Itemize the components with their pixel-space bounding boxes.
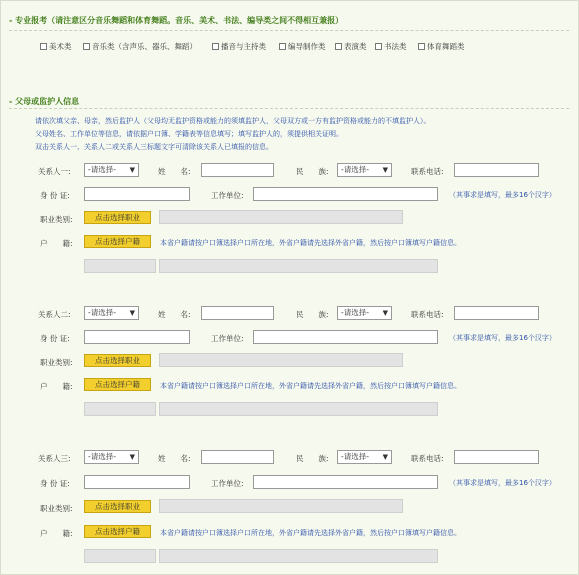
work-label: 工作单位: [211, 334, 244, 343]
relation-2-job-display [159, 353, 403, 367]
section-major-title: - 专业报考（请注意区分音乐舞蹈和体育舞蹈。音乐、美术、书法、编导类之间不得相互兼报） [9, 16, 344, 25]
relation-1-work-input[interactable] [253, 187, 438, 201]
relation-3-job-display [159, 499, 403, 513]
chevron-down-icon: ▼ [129, 453, 135, 461]
relation-3-huji-display-2 [159, 549, 438, 563]
relation-2-huji-button[interactable]: 点击选择户籍 [84, 378, 151, 391]
phone-label: 联系电话: [411, 167, 444, 176]
relation-3-name-input[interactable] [201, 450, 274, 464]
huji-hint: 本省户籍请按户口簿选择户口所在地，外省户籍请先选择外省户籍，然后按户口簿填写户籍信息。 [160, 239, 461, 247]
job-label: 职业类别: [40, 504, 73, 513]
relation-2-name-input[interactable] [201, 306, 274, 320]
name-label: 姓 名: [158, 167, 191, 176]
chevron-down-icon: ▼ [382, 166, 388, 174]
chevron-down-icon: ▼ [129, 309, 135, 317]
relation-1-idcard-input[interactable] [84, 187, 190, 201]
job-label: 职业类别: [40, 215, 73, 224]
checkbox-icon[interactable] [418, 43, 425, 50]
huji-label: 户 籍: [40, 529, 73, 538]
relation-2-job-button[interactable]: 点击选择职业 [84, 354, 151, 367]
major-checkbox-calligraphy[interactable]: 书法类 [375, 41, 407, 51]
chevron-down-icon: ▼ [129, 166, 135, 174]
ethnic-label: 民 族: [296, 167, 329, 176]
divider [9, 30, 569, 31]
relation-1-huji-display-2 [159, 259, 438, 273]
section-parent-title: - 父母或监护人信息 [9, 97, 80, 106]
ethnic-label: 民 族: [296, 310, 329, 319]
phone-label: 联系电话: [411, 454, 444, 463]
relation-1-job-button[interactable]: 点击选择职业 [84, 211, 151, 224]
instruction-note: 父母姓名、工作单位等信息，请依据户口簿、学籍表等信息填写；填写监护人的，须提供相关证明。 [35, 130, 343, 138]
divider [9, 108, 569, 109]
relation-3-work-input[interactable] [253, 475, 438, 489]
job-label: 职业类别: [40, 358, 73, 367]
checkbox-icon[interactable] [40, 43, 47, 50]
idcard-label: 身 份 证: [40, 479, 70, 488]
major-checkbox-art[interactable]: 美术类 [40, 41, 72, 51]
relation-2-work-input[interactable] [253, 330, 438, 344]
name-label: 姓 名: [158, 454, 191, 463]
instruction-note: 请依次填父亲、母亲，然后监护人（父母均无监护资格或能力的须填监护人，父母双方或一方有监护资格或能力的不填监护人）。 [35, 117, 431, 125]
relation-3-label[interactable]: 关系人三: [38, 454, 71, 463]
relation-1-huji-display-1 [84, 259, 156, 273]
major-checkbox-music[interactable]: 音乐类（含声乐、器乐、舞蹈） [83, 41, 197, 51]
relation-2-phone-input[interactable] [454, 306, 539, 320]
huji-label: 户 籍: [40, 382, 73, 391]
checkbox-icon[interactable] [375, 43, 382, 50]
relation-3-idcard-input[interactable] [84, 475, 190, 489]
relation-1-job-display [159, 210, 403, 224]
major-checkbox-sport-dance[interactable]: 体育舞蹈类 [418, 41, 465, 51]
relation-1-ethnic-select[interactable]: -请选择- ▼ [337, 163, 392, 177]
work-hint: （其事求是填写，最多16个汉字） [449, 479, 556, 487]
chevron-down-icon: ▼ [382, 453, 388, 461]
major-checkbox-acting[interactable]: 表演类 [335, 41, 367, 51]
phone-label: 联系电话: [411, 310, 444, 319]
relation-2-ethnic-select[interactable]: -请选择- ▼ [337, 306, 392, 320]
ethnic-label: 民 族: [296, 454, 329, 463]
work-label: 工作单位: [211, 191, 244, 200]
checkbox-icon[interactable] [212, 43, 219, 50]
relation-3-huji-button[interactable]: 点击选择户籍 [84, 525, 151, 538]
idcard-label: 身 份 证: [40, 334, 70, 343]
relation-2-huji-display-1 [84, 402, 156, 416]
relation-3-job-button[interactable]: 点击选择职业 [84, 500, 151, 513]
relation-2-huji-display-2 [159, 402, 438, 416]
work-hint: （其事求是填写，最多16个汉字） [449, 191, 556, 199]
relation-2-idcard-input[interactable] [84, 330, 190, 344]
relation-3-phone-input[interactable] [454, 450, 539, 464]
huji-label: 户 籍: [40, 239, 73, 248]
huji-hint: 本省户籍请按户口簿选择户口所在地，外省户籍请先选择外省户籍，然后按户口簿填写户籍信息。 [160, 382, 461, 390]
relation-3-huji-display-1 [84, 549, 156, 563]
work-label: 工作单位: [211, 479, 244, 488]
name-label: 姓 名: [158, 310, 191, 319]
checkbox-icon[interactable] [279, 43, 286, 50]
checkbox-icon[interactable] [83, 43, 90, 50]
relation-3-ethnic-select[interactable]: -请选择- ▼ [337, 450, 392, 464]
chevron-down-icon: ▼ [382, 309, 388, 317]
relation-1-huji-button[interactable]: 点击选择户籍 [84, 235, 151, 248]
huji-hint: 本省户籍请按户口簿选择户口所在地，外省户籍请先选择外省户籍，然后按户口簿填写户籍信息。 [160, 529, 461, 537]
relation-2-label[interactable]: 关系人二: [38, 310, 71, 319]
idcard-label: 身 份 证: [40, 191, 70, 200]
relation-1-phone-input[interactable] [454, 163, 539, 177]
relation-1-select[interactable]: -请选择- ▼ [84, 163, 139, 177]
work-hint: （其事求是填写，最多16个汉字） [449, 334, 556, 342]
instruction-note: 双击关系人一、关系人二或关系人三标题文字可清除该关系人已填报的信息。 [35, 143, 273, 151]
relation-1-label[interactable]: 关系人一: [38, 167, 71, 176]
relation-2-select[interactable]: -请选择- ▼ [84, 306, 139, 320]
major-checkbox-broadcast[interactable]: 播音与主持类 [212, 41, 266, 51]
major-checkbox-directing[interactable]: 编导制作类 [279, 41, 326, 51]
relation-3-select[interactable]: -请选择- ▼ [84, 450, 139, 464]
relation-1-name-input[interactable] [201, 163, 274, 177]
checkbox-icon[interactable] [335, 43, 342, 50]
